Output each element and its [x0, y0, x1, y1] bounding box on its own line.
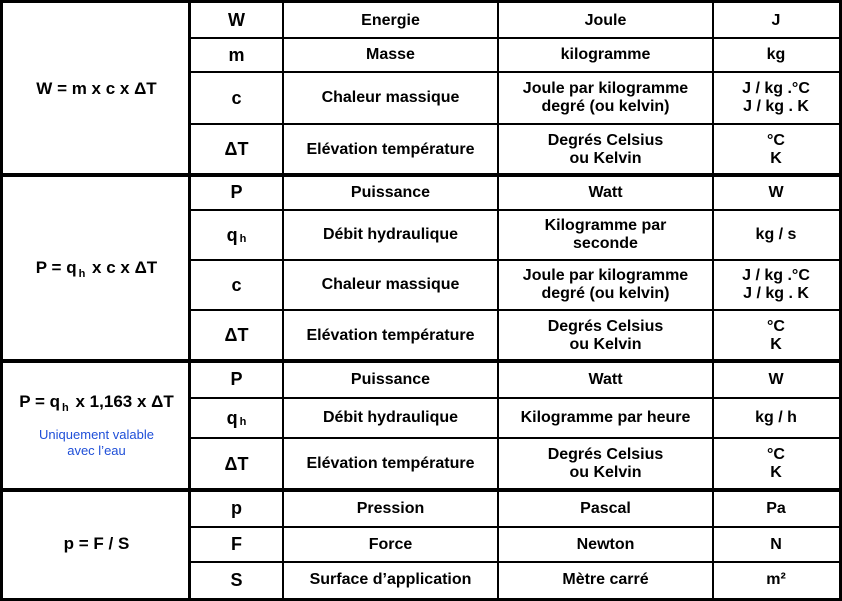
- symbol: q: [226, 224, 238, 245]
- quantity-name-cell: Chaleur massique: [321, 276, 460, 294]
- formula-main: p = F / S: [63, 534, 130, 554]
- symbol-subscript: h: [239, 415, 247, 428]
- symbol-cell: [190, 361, 283, 398]
- symbol: W: [228, 10, 245, 31]
- unit-name-cell: Watt: [588, 370, 623, 388]
- quantity-name-cell: Chaleur massique: [321, 89, 460, 107]
- formula-text: [35, 258, 158, 281]
- formula-text: [36, 79, 156, 98]
- unit-symbol-cell: W: [768, 370, 784, 388]
- symbol-cell: [190, 124, 283, 175]
- formula-subscript: h: [78, 268, 86, 281]
- quantity-name-cell: Surface d’application: [309, 571, 472, 589]
- symbol: c: [231, 87, 242, 108]
- formula-tail: x 1,163 x ΔT: [70, 392, 174, 412]
- unit-symbol-cell: °C K: [767, 317, 785, 353]
- symbol: ΔT: [224, 453, 249, 474]
- symbol-cell: [190, 260, 283, 310]
- unit-symbol-cell: kg: [766, 46, 786, 64]
- formula-cell: [3, 3, 190, 175]
- unit-symbol-cell: N: [770, 535, 782, 553]
- unit-symbol-cell: m²: [766, 571, 786, 589]
- unit-name-cell: Degrés Celsius ou Kelvin: [547, 317, 664, 353]
- column-divider: [712, 3, 714, 598]
- unit-symbol-cell: °C K: [767, 446, 785, 481]
- quantity-name-cell: Puissance: [350, 183, 431, 201]
- formula-main: P = q: [19, 392, 61, 412]
- unit-symbol-cell: J / kg .°C J / kg . K: [742, 267, 810, 302]
- unit-name-cell: Watt: [588, 183, 623, 201]
- quantity-name-cell: Elévation température: [306, 326, 475, 344]
- unit-symbol-cell: W: [768, 183, 784, 201]
- unit-name-cell: Degrés Celsius ou Kelvin: [547, 446, 664, 481]
- symbol: P: [230, 182, 243, 203]
- formula-text: [19, 392, 174, 415]
- symbol-cell: [190, 310, 283, 361]
- unit-name-cell: Newton: [576, 535, 635, 553]
- column-divider: [188, 3, 191, 598]
- unit-name-cell: kilogramme: [560, 46, 651, 64]
- symbol-cell: [190, 527, 283, 562]
- symbol: F: [231, 534, 242, 555]
- symbol-cell: [190, 72, 283, 124]
- quantity-name-cell: Pression: [356, 499, 425, 517]
- quantity-name-cell: Débit hydraulique: [322, 226, 459, 244]
- symbol: ΔT: [224, 325, 249, 346]
- unit-symbol-cell: J: [771, 11, 781, 29]
- symbol: q: [226, 407, 238, 428]
- symbol: m: [228, 44, 245, 65]
- quantity-name-cell: Masse: [366, 46, 415, 64]
- unit-name-cell: Degrés Celsius ou Kelvin: [547, 131, 664, 167]
- unit-symbol-cell: J / kg .°C J / kg . K: [742, 80, 810, 115]
- unit-name-cell: Joule: [584, 11, 627, 29]
- symbol: p: [231, 498, 242, 519]
- quantity-name-cell: Force: [368, 535, 413, 553]
- formula-main: W = m x c x ΔT: [36, 79, 157, 99]
- unit-name-cell: Mètre carré: [562, 571, 649, 589]
- unit-name-cell: Joule par kilogramme degré (ou kelvin): [522, 267, 689, 302]
- formula-main: P = q: [35, 258, 77, 278]
- formula-cell: [3, 175, 190, 361]
- formula-text: [64, 534, 130, 553]
- quantity-name-cell: Débit hydraulique: [322, 409, 459, 427]
- symbol-cell: [190, 38, 283, 72]
- symbol: ΔT: [224, 139, 249, 160]
- unit-name-cell: Kilogramme par heure: [520, 409, 691, 427]
- quantity-name-cell: Elévation température: [306, 140, 475, 158]
- formula-note: Uniquement valable avec l’eau: [39, 427, 154, 459]
- formula-cell: [3, 361, 190, 490]
- symbol-cell: [190, 490, 283, 527]
- unit-symbol-cell: °C K: [767, 131, 785, 167]
- column-divider: [282, 3, 284, 598]
- unit-name-cell: Pascal: [580, 499, 631, 517]
- symbol-subscript: h: [239, 232, 247, 245]
- symbol-cell: [190, 562, 283, 598]
- symbol-cell: [190, 398, 283, 438]
- column-divider: [497, 3, 499, 598]
- unit-name-cell: Joule par kilogramme degré (ou kelvin): [522, 80, 689, 115]
- symbol-cell: [190, 210, 283, 260]
- formula-subscript: h: [62, 402, 69, 415]
- quantity-name-cell: Elévation température: [306, 455, 475, 473]
- symbol-cell: [190, 438, 283, 490]
- unit-symbol-cell: Pa: [766, 499, 786, 517]
- formula-cell: [3, 490, 190, 598]
- symbol-cell: [190, 175, 283, 210]
- symbol: c: [231, 274, 242, 295]
- unit-symbol-cell: kg / h: [755, 409, 797, 427]
- unit-name-cell: Kilogramme par seconde: [544, 217, 667, 252]
- symbol-cell: [190, 3, 283, 38]
- formula-tail: x c x ΔT: [87, 258, 158, 278]
- quantity-name-cell: Puissance: [350, 370, 431, 388]
- quantity-name-cell: Energie: [361, 11, 420, 29]
- unit-symbol-cell: kg / s: [755, 226, 797, 244]
- symbol: S: [230, 569, 243, 590]
- symbol: P: [230, 369, 243, 390]
